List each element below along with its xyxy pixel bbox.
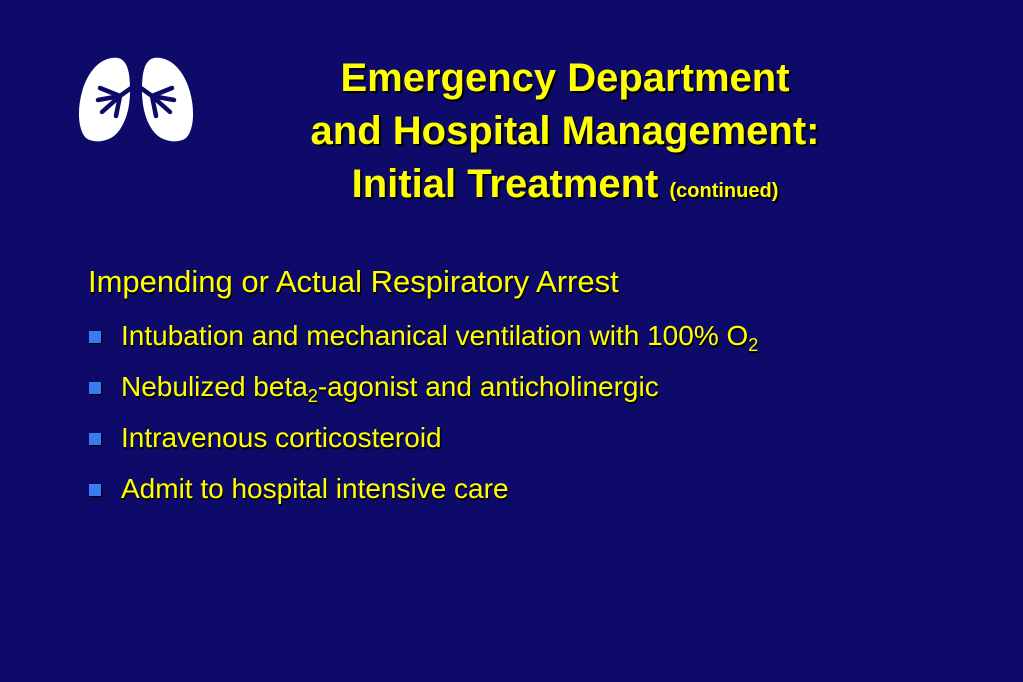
bullet-item xyxy=(88,314,758,365)
bullet-subscript: 2 xyxy=(307,386,318,406)
lungs-icon xyxy=(74,52,198,146)
square-bullet-icon xyxy=(89,331,101,343)
slide-title xyxy=(215,52,915,218)
bullet-text: Intubation and mechanical ventilation with 100% O xyxy=(121,320,749,351)
title-line-3 xyxy=(215,158,915,218)
bullet-list xyxy=(88,314,758,518)
square-bullet-icon xyxy=(89,484,101,496)
section-heading: Impending or Actual Respiratory Arrest xyxy=(88,264,619,299)
bullet-text-after: -agonist and anticholinergic xyxy=(317,371,659,402)
title-line-2: and Hospital Management: xyxy=(310,109,820,153)
title-line-3-main: Initial Treatment xyxy=(351,162,659,206)
bullet-item xyxy=(88,467,758,518)
bullet-text: Intravenous corticosteroid xyxy=(121,422,442,453)
bullet-item xyxy=(88,416,758,467)
bullet-subscript: 2 xyxy=(748,335,759,355)
title-continued: (continued) xyxy=(669,180,779,202)
bullet-item xyxy=(88,365,758,416)
square-bullet-icon xyxy=(89,382,101,394)
bullet-text: Admit to hospital intensive care xyxy=(121,473,509,504)
bullet-text: Nebulized beta xyxy=(121,371,308,402)
title-line-1: Emergency Department xyxy=(340,56,790,100)
square-bullet-icon xyxy=(89,433,101,445)
